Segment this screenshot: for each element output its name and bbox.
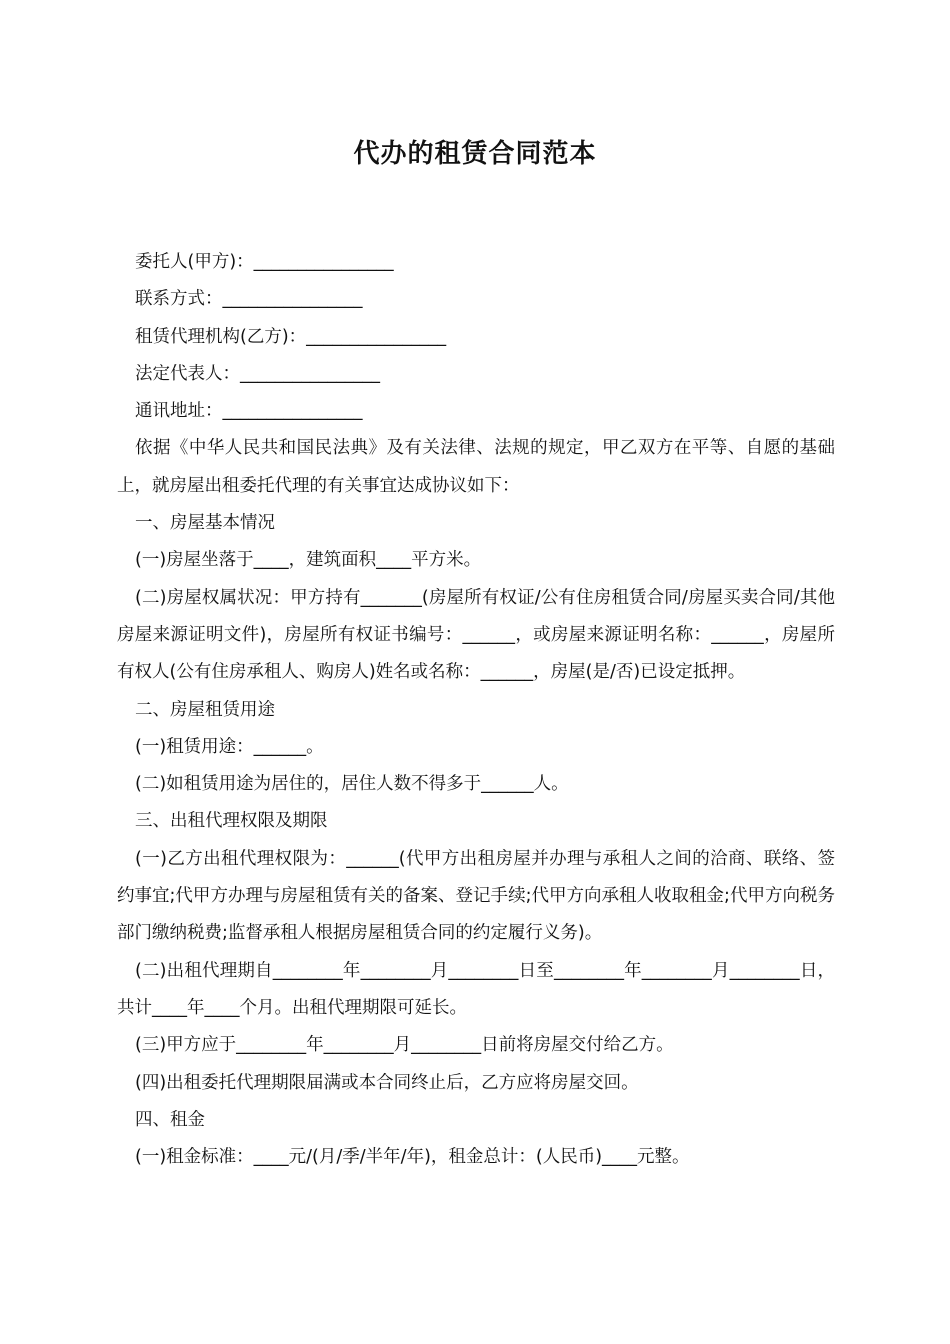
preamble-paragraph: 依据《中华人民共和国民法典》及有关法律、法规的规定，甲乙双方在平等、自愿的基础上，就房屋出租委托代理的有关事宜达成协议如下： bbox=[117, 438, 835, 496]
document-title: 代办的租赁合同范本 bbox=[353, 139, 597, 169]
clause-1-1: (一)房屋坐落于____，建筑面积____平方米。 bbox=[135, 550, 482, 571]
field-address: 通讯地址：________________ bbox=[135, 401, 363, 422]
section-heading-2: 二、房屋租赁用途 bbox=[135, 699, 275, 720]
clause-1-2: (二)房屋权属状况：甲方持有_______(房屋所有权证/公有住房租赁合同/房屋买卖合同/其他房屋来源证明文件)，房屋所有权证书编号：______，或房屋来源证明名称：______，房屋所有权人(公有住房承租人、购房人)姓名或名称：______，房屋(是/否)已设定抵押。 bbox=[117, 587, 835, 683]
section-heading-1: 一、房屋基本情况 bbox=[135, 513, 275, 534]
clause-3-1: (一)乙方出租代理权限为：______(代甲方出租房屋并办理与承租人之间的洽商、联络、签约事宜;代甲方办理与房屋租赁有关的备案、登记手续;代甲方向承租人收取租金;代甲方向税务部门缴纳税费;监督承租人根据房屋租赁合同的约定履行义务)。 bbox=[117, 848, 835, 944]
field-legal-representative: 法定代表人：________________ bbox=[135, 363, 380, 384]
section-heading-3: 三、出租代理权限及期限 bbox=[135, 811, 328, 832]
field-principal: 委托人(甲方)：________________ bbox=[135, 252, 394, 272]
clause-3-4: (四)出租委托代理期限届满或本合同终止后，乙方应将房屋交回。 bbox=[135, 1072, 639, 1093]
field-agency: 租赁代理机构(乙方)：________________ bbox=[135, 326, 447, 347]
section-heading-4: 四、租金 bbox=[135, 1109, 205, 1130]
clause-3-3: (三)甲方应于________年________月________日前将房屋交付给乙方。 bbox=[135, 1035, 674, 1056]
clause-2-2: (二)如租赁用途为居住的，居住人数不得多于______人。 bbox=[135, 774, 569, 795]
clause-4-1: (一)租金标准：____元/(月/季/半年/年)，租金总计：(人民币)____元整。 bbox=[135, 1147, 690, 1168]
field-contact: 联系方式：________________ bbox=[135, 289, 363, 310]
clause-3-2: (二)出租代理期自________年________月________日至________年________月________日，共计____年____个月。出租代理期限可延长。 bbox=[117, 960, 835, 1018]
clause-2-1: (一)租赁用途：______。 bbox=[135, 736, 324, 757]
document-body bbox=[117, 244, 835, 1176]
